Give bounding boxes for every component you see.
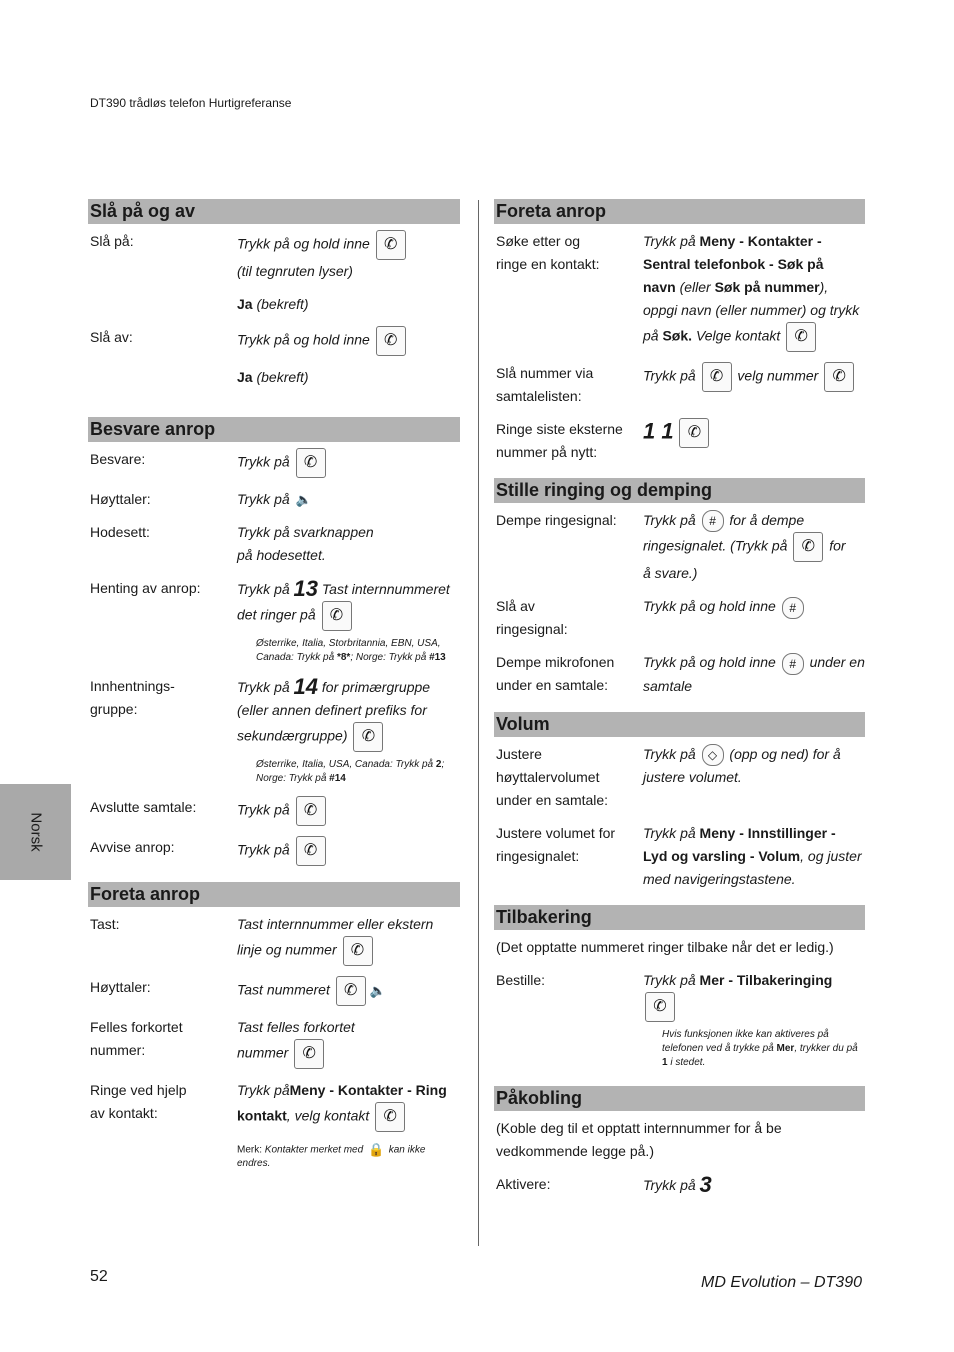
section-make-call bbox=[88, 882, 460, 1169]
off-hook-key-icon: ✆ bbox=[793, 532, 823, 562]
key-code: 14 bbox=[293, 674, 319, 699]
instruction-row: Besvare: Trykk på ✆ bbox=[88, 448, 460, 478]
instruction-row: Justere høyttalervolumet under en samtale: Trykk på ◇ (opp og ned) for å justere volumet. bbox=[496, 745, 841, 808]
page-number: 52 bbox=[90, 1268, 108, 1285]
footnote: Østerrike, Italia, USA, Canada: Trykk på 2; Norge: Trykk på #14 bbox=[256, 759, 445, 784]
off-hook-key-icon: ✆ bbox=[294, 1039, 324, 1069]
instruction-row: Henting av anrop: Trykk på 13 Tast internnummeret det ringer på ✆ bbox=[88, 577, 460, 631]
instruction-row: Dempe ringesignal: Trykk på # for å dempe ringesignalet. (Trykk på ✆ for å svare.) bbox=[496, 512, 846, 582]
instruction-row: Felles forkortet nummer: Tast felles forkortet nummer ✆ bbox=[88, 1016, 460, 1069]
instruction-row: Bestille: Trykk på Mer - Tilbakeringing ✆ bbox=[494, 969, 865, 1022]
instruction-row: Slå av ringesignal: Trykk på og hold inne # bbox=[494, 595, 865, 641]
end-power-key-icon: ✆ bbox=[296, 836, 326, 866]
mute-key-icon: # bbox=[782, 597, 804, 619]
end-power-key-icon: ✆ bbox=[376, 230, 406, 260]
instruction-row: Justere volumet for ringesignalet: Trykk på Meny - Innstillinger - Lyd og varsling - Volum, og juster med navigeringstastene. bbox=[496, 824, 862, 887]
off-hook-key-icon: ✆ bbox=[296, 448, 326, 478]
section-volume bbox=[494, 712, 865, 891]
row-value bbox=[237, 230, 460, 283]
end-power-key-icon: ✆ bbox=[376, 326, 406, 356]
confirm-word: Ja bbox=[237, 296, 253, 312]
off-hook-key-icon: ✆ bbox=[322, 601, 352, 631]
instruction-row: Ringe ved hjelp av kontakt: Trykk påMeny - Kontakter - Ring kontakt, velg kontakt ✆ bbox=[88, 1079, 460, 1132]
instruction-row: Innhentnings- gruppe: Trykk på 14 for primærgruppe (eller annen definert prefiks for sekundærgruppe) ✆ bbox=[88, 675, 460, 752]
confirm-word: Ja bbox=[237, 369, 253, 385]
row-text: Trykk på og hold inne bbox=[237, 235, 370, 252]
section-answer bbox=[88, 417, 460, 866]
section-intro: (Det opptatte nummeret ringer tilbake når det er ledig.) bbox=[496, 938, 834, 955]
instruction-row: Dempe mikrofonen under en samtale: Trykk på og hold inne # under en samtale bbox=[496, 654, 865, 694]
instruction-row: Slå nummer via samtalelisten: Trykk på ✆ velg nummer ✆ bbox=[494, 362, 865, 408]
instruction-row: Ja (bekreft) bbox=[237, 296, 309, 312]
right-column bbox=[494, 199, 865, 1207]
lock-icon: 🔒 bbox=[367, 1142, 385, 1157]
instruction-row: Avslutte samtale: Trykk på ✆ bbox=[88, 796, 460, 826]
speaker-icon: 🔈 bbox=[295, 492, 312, 508]
end-power-key-icon: ✆ bbox=[296, 796, 326, 826]
key-code: 1 1 bbox=[643, 418, 674, 444]
section-intrusion bbox=[494, 1086, 865, 1197]
row-label: Slå av: bbox=[90, 329, 133, 345]
speaker-icon: 🔈 bbox=[369, 983, 386, 998]
section-title: Slå på og av bbox=[88, 199, 460, 224]
key-code: 13 bbox=[293, 576, 319, 601]
section-power bbox=[88, 199, 460, 389]
language-tab bbox=[0, 784, 71, 880]
row-label: Slå på: bbox=[90, 233, 134, 249]
section-title: Foreta anrop bbox=[88, 882, 460, 907]
off-hook-key-icon: ✆ bbox=[786, 322, 816, 352]
off-hook-key-icon: ✆ bbox=[353, 722, 383, 752]
language-tab-label: Norsk bbox=[27, 812, 44, 852]
end-power-key-icon: ✆ bbox=[645, 992, 675, 1022]
row-subtext: (til tegnruten lyser) bbox=[237, 263, 353, 279]
section-intro: (Koble deg til et opptatt internnummer for å be vedkommende legge på.) bbox=[496, 1119, 782, 1159]
instruction-row: Høyttaler: Trykk på 🔈 bbox=[90, 491, 312, 508]
section-title: Foreta anrop bbox=[494, 199, 865, 224]
instruction-row: Høyttaler: Tast nummeret ✆ 🔈 bbox=[88, 976, 460, 1006]
off-hook-key-icon: ✆ bbox=[375, 1102, 405, 1132]
footer-product: MD Evolution – DT390 bbox=[701, 1274, 862, 1291]
navigation-key-icon: ◇ bbox=[702, 744, 724, 766]
key-code: 3 bbox=[699, 1171, 712, 1197]
section-ringing-mute bbox=[494, 478, 865, 698]
section-make-call-contacts bbox=[494, 199, 865, 464]
instruction-row: Slå av: Trykk på og hold inne ✆ bbox=[88, 326, 460, 356]
instruction-row: Hodesett: Trykk på svarknappen på hodesettet. bbox=[90, 524, 374, 563]
mute-key-icon: # bbox=[782, 653, 804, 675]
instruction-row bbox=[88, 230, 460, 283]
section-title: Tilbakering bbox=[494, 905, 865, 930]
section-title: Volum bbox=[494, 712, 865, 737]
section-callback bbox=[494, 905, 865, 1070]
off-hook-key-icon: ✆ bbox=[824, 362, 854, 392]
instruction-row: Avvise anrop: Trykk på ✆ bbox=[88, 836, 460, 866]
memo-note: Merk: Kontakter merket med 🔒 kan ikke endres. bbox=[237, 1142, 426, 1169]
section-title: Besvare anrop bbox=[88, 417, 460, 442]
instruction-row: Aktivere: Trykk på 3 bbox=[496, 1171, 712, 1197]
section-title: Påkobling bbox=[494, 1086, 865, 1111]
mute-key-icon: # bbox=[702, 510, 724, 532]
instruction-row: Ja (bekreft) bbox=[237, 369, 309, 385]
off-hook-key-icon: ✆ bbox=[343, 936, 373, 966]
section-title: Stille ringing og demping bbox=[494, 478, 865, 503]
off-hook-key-icon: ✆ bbox=[336, 976, 366, 1006]
off-hook-key-icon: ✆ bbox=[679, 418, 709, 448]
instruction-row: Søke etter og ringe en kontakt: Trykk på Meny - Kontakter - Sentral telefonbok - Søk på navn (eller Søk på nummer), oppgi navn (eller nummer) og trykk på Søk. Velge kontakt ✆ bbox=[494, 230, 865, 352]
footnote: Østerrike, Italia, Storbritannia, EBN, USA, Canada: Trykk på *8*; Norge: Trykk på #13 bbox=[256, 638, 446, 663]
footnote: Hvis funksjonen ikke kan aktiveres på telefonen ved å trykke på Mer, trykker du på 1 i stedet. bbox=[662, 1028, 858, 1068]
instruction-row: Ringe siste eksterne nummer på nytt: 1 1 ✆ bbox=[494, 418, 865, 464]
instruction-row: Tast: Tast internnummer eller ekstern linje og nummer ✆ bbox=[88, 913, 460, 966]
column-divider bbox=[478, 200, 479, 1246]
off-hook-key-icon: ✆ bbox=[702, 362, 732, 392]
left-column bbox=[88, 199, 460, 1177]
page-header: DT390 trådløs telefon Hurtigreferanse bbox=[90, 96, 292, 110]
